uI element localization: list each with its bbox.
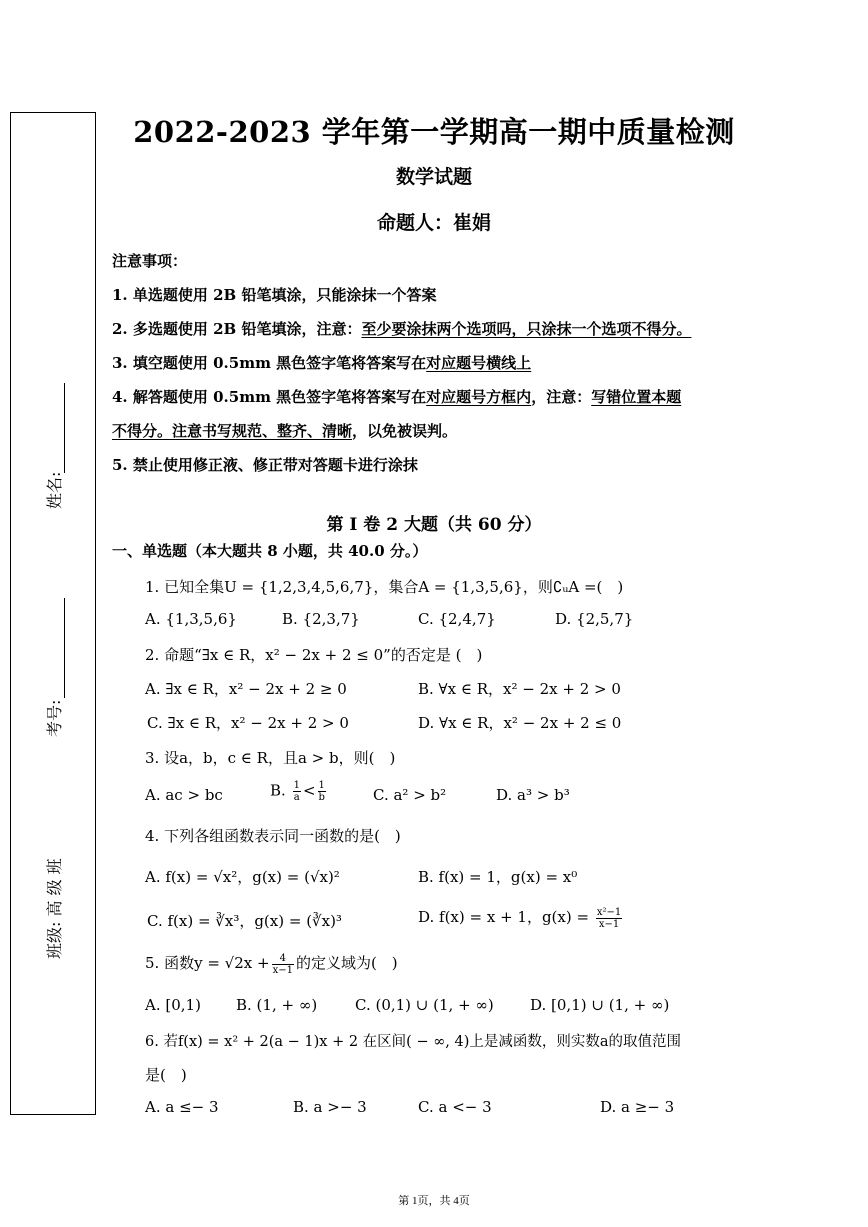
q5-option-b[interactable]: B. (1, + ∞) — [236, 996, 318, 1014]
question-5: 5. 函数y = √2x + $\frac{4}{x-1}$ 的定义域为( ) — [145, 952, 398, 976]
q2-option-d[interactable]: D. ∀x ∈ R，x² − 2x + 2 ≤ 0 — [418, 714, 622, 732]
q1-option-c[interactable]: C. {2,4,7} — [418, 610, 496, 628]
notice-item-5: 5. 禁止使用修正液、修正带对答题卡进行涂抹 — [112, 456, 418, 474]
notice-item-4-cont: 不得分。注意书写规范、整齐、清晰，以免被误判。 — [112, 422, 458, 440]
q4-option-d[interactable]: D. f(x) = x + 1，g(x) = $\frac{\text{x²−1}}{x-1}$ — [418, 906, 622, 930]
question-6: 6. 若f(x) = x² + 2(a − 1)x + 2 在区间( − ∞, 4)上是减函数，则实数a的取值范围 — [145, 1034, 682, 1050]
q6-option-b[interactable]: B. a >− 3 — [293, 1098, 367, 1116]
q6-option-d[interactable]: D. a ≥− 3 — [600, 1098, 675, 1116]
q5-option-d[interactable]: D. [0,1) ∪ (1, + ∞) — [530, 996, 670, 1014]
q4-option-a[interactable]: A. f(x) = √x²，g(x) = (√x)² — [145, 868, 340, 886]
q5-option-c[interactable]: C. (0,1) ∪ (1, + ∞) — [355, 996, 494, 1014]
binding-margin — [10, 112, 96, 1115]
q2-option-a[interactable]: A. ∃x ∈ R，x² − 2x + 2 ≥ 0 — [145, 680, 347, 698]
notice-item-4: 4. 解答题使用 0.5mm 黑色签字笔将答案写在对应题号方框内，注意：写错位置本题 — [112, 388, 682, 406]
page-footer: 第 1页，共 4页 — [398, 1195, 470, 1207]
q6-option-a[interactable]: A. a ≤− 3 — [145, 1098, 219, 1116]
q3b-fraction-1: $\frac{1}{a}$ — [293, 780, 300, 803]
question-6-cont: 是( ) — [145, 1066, 187, 1084]
q6-option-c[interactable]: C. a <− 3 — [418, 1098, 492, 1116]
q5-option-a[interactable]: A. [0,1) — [145, 996, 201, 1014]
class-label: 班级: 高 级 班 — [45, 858, 64, 959]
q1-option-b[interactable]: B. {2,3,7} — [282, 610, 360, 628]
q4-option-c[interactable]: C. f(x) = ∛x³，g(x) = (∛x)³ — [147, 912, 342, 930]
q3b-fraction-2: $\frac{1}{b}$ — [318, 780, 325, 803]
question-2: 2. 命题“∃x ∈ R，x² − 2x + 2 ≤ 0”的否定是 ( ) — [145, 646, 483, 664]
name-blank-line[interactable] — [64, 383, 65, 473]
q2-option-c[interactable]: C. ∃x ∈ R，x² − 2x + 2 > 0 — [147, 714, 349, 732]
q1-option-a[interactable]: A. {1,3,5,6} — [145, 610, 237, 628]
page-title: 2022-2023 学年第一学期高一期中质量检测 — [133, 115, 735, 149]
q5-fraction: $\frac{4}{x-1}$ — [272, 952, 293, 976]
exam-no-blank-line[interactable] — [64, 598, 65, 698]
section-title: 第 I 卷 2 大题（共 60 分） — [326, 515, 542, 535]
q3-option-d[interactable]: D. a³ > b³ — [496, 786, 570, 804]
question-1: 1. 已知全集U = {1,2,3,4,5,6,7}，集合A = {1,3,5,6}，则∁ᵤA =( ) — [145, 578, 624, 596]
notice-item-1: 1. 单选题使用 2B 铅笔填涂，只能涂抹一个答案 — [112, 286, 437, 304]
q4-option-b[interactable]: B. f(x) = 1，g(x) = x⁰ — [418, 868, 578, 886]
section-subtitle: 一、单选题（本大题共 8 小题，共 40.0 分。） — [112, 542, 428, 560]
name-label: 姓名: — [45, 471, 64, 509]
question-4: 4. 下列各组函数表示同一函数的是( ) — [145, 827, 401, 845]
q3-option-a[interactable]: A. ac > bc — [145, 786, 223, 804]
q4d-fraction: $\frac{\text{x²−1}}{x-1}$ — [596, 906, 622, 930]
notice-heading: 注意事项： — [112, 252, 188, 270]
q1-option-d[interactable]: D. {2,5,7} — [555, 610, 634, 628]
q3-option-b[interactable]: B. $\frac{1}{a}$ < $\frac{1}{b}$ — [270, 780, 325, 803]
exam-no-label: 考号: — [45, 699, 64, 737]
question-3: 3. 设a，b，c ∈ R，且a > b，则( ) — [145, 749, 396, 767]
notice-item-3: 3. 填空题使用 0.5mm 黑色签字笔将答案写在对应题号横线上 — [112, 354, 532, 372]
subject-title: 数学试题 — [395, 166, 472, 188]
q2-option-b[interactable]: B. ∀x ∈ R，x² − 2x + 2 > 0 — [418, 680, 621, 698]
notice-item-2: 2. 多选题使用 2B 铅笔填涂，注意：至少要涂抹两个选项吗，只涂抹一个选项不得分。 — [112, 320, 692, 338]
author-line: 命题人：崔娟 — [376, 212, 491, 234]
q3-option-c[interactable]: C. a² > b² — [373, 786, 447, 804]
